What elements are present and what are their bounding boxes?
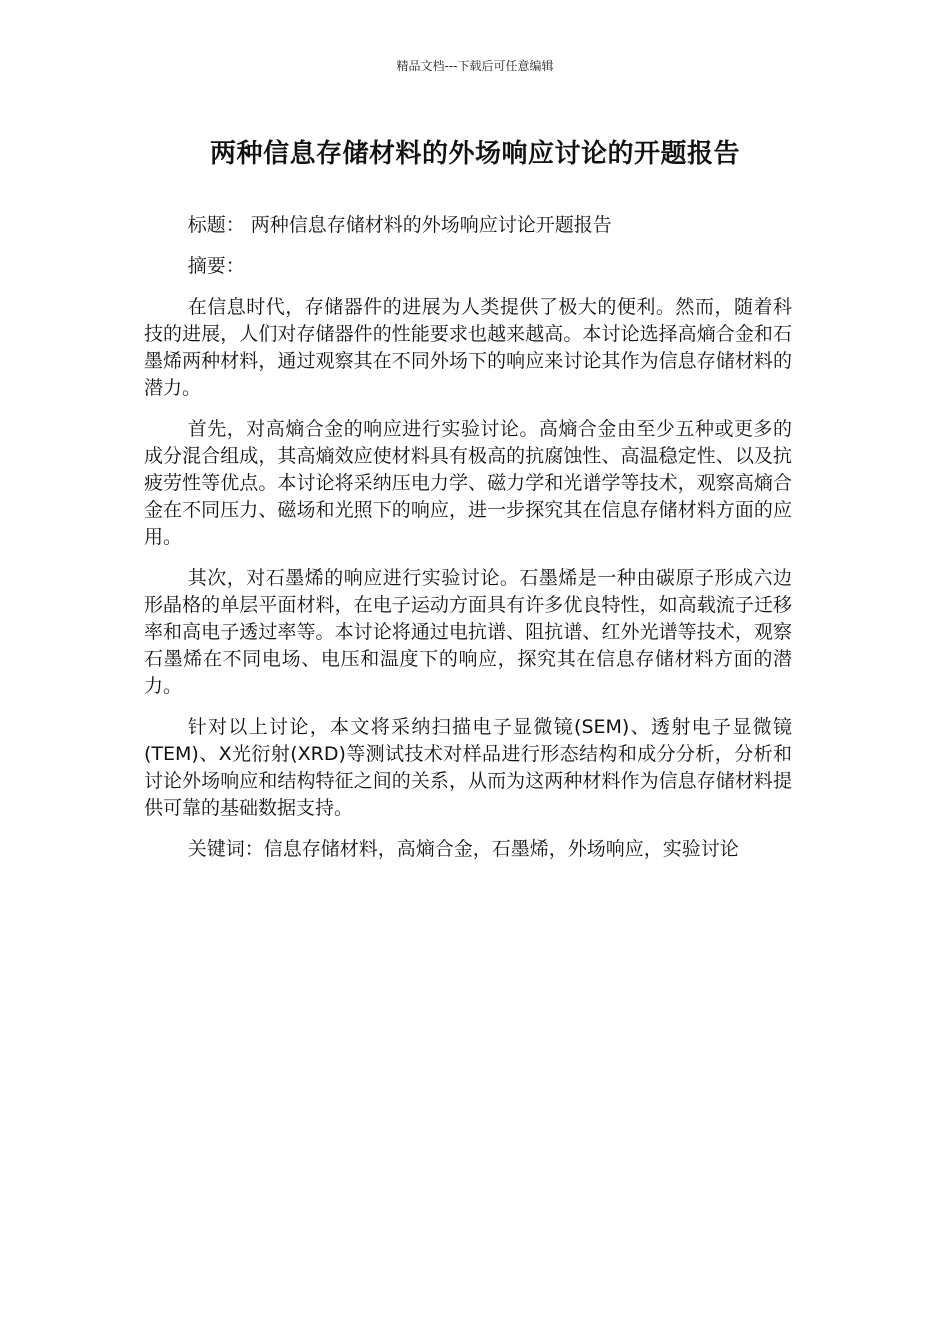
- paragraph-methods: 针对以上讨论，本文将采纳扫描电子显微镜(SEM)、透射电子显微镜(TEM)、X光衍射(XRD)等测试技术对样品进行形态结构和成分分析，分析和讨论外场响应和结构特征之间的关系，从而为这两种材料作为信息存储材料提供可靠的基础数据支持。: [144, 716, 792, 819]
- subject-line: 标题： 两种信息存储材料的外场响应讨论开题报告: [187, 214, 612, 236]
- keywords-line: 关键词：信息存储材料，高熵合金，石墨烯，外场响应，实验讨论: [187, 838, 739, 860]
- paragraph-high-entropy-alloy: 首先，对高熵合金的响应进行实验讨论。高熵合金由至少五种或更多的成分混合组成，其高熵效应使材料具有极高的抗腐蚀性、高温稳定性、以及抗疲劳性等优点。本讨论将采纳压电力学、磁力学和光谱学等技术，观察高熵合金在不同压力、磁场和光照下的响应，进一步探究其在信息存储材料方面的应用。: [144, 418, 792, 548]
- paragraph-intro: 在信息时代，存储器件的进展为人类提供了极大的便利。然而，随着科技的进展，人们对存储器件的性能要求也越来越高。本讨论选择高熵合金和石墨烯两种材料，通过观察其在不同外场下的响应来讨论其作为信息存储材料的潜力。: [144, 296, 792, 399]
- paragraph-graphene: 其次，对石墨烯的响应进行实验讨论。石墨烯是一种由碳原子形成六边形晶格的单层平面材料，在电子运动方面具有许多优良特性，如高载流子迁移率和高电子透过率等。本讨论将通过电抗谱、阻抗谱、红外光谱等技术，观察石墨烯在不同电场、电压和温度下的响应，探究其在信息存储材料方面的潜力。: [144, 567, 792, 697]
- document-body: [144, 212, 792, 877]
- page-header: 精品文档---下载后可任意编辑: [396, 59, 554, 73]
- document-title: 两种信息存储材料的外场响应讨论的开题报告: [209, 139, 740, 169]
- abstract-label: 摘要：: [187, 255, 245, 277]
